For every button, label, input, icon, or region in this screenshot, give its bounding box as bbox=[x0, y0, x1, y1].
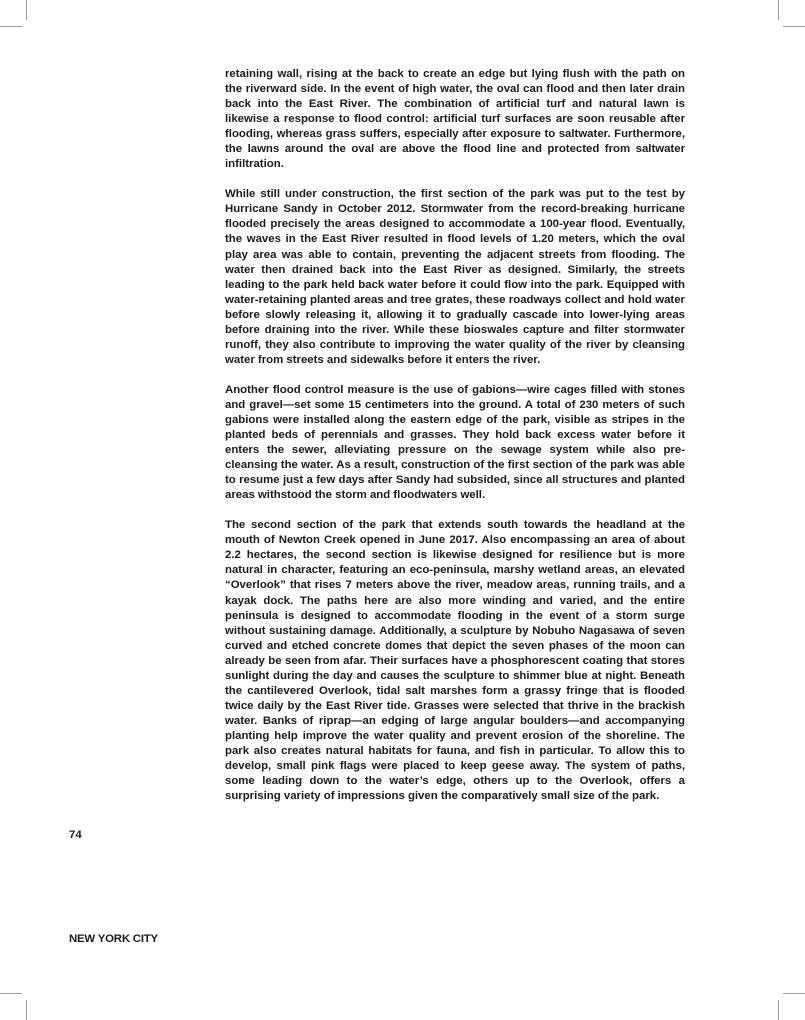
page-number: 74 bbox=[69, 829, 82, 841]
crop-mark-bottom-right bbox=[778, 1000, 779, 1020]
crop-mark-bottom-left bbox=[0, 993, 22, 994]
crop-mark-top-right bbox=[778, 0, 779, 20]
paragraph: The second section of the park that extends south towards the headland at the mouth of Newton Creek opened in June 2017. Also encompassing an area of about 2.2 hectares, the second section is likewise designed for resilience but is more natural in character, featuring an eco-peninsula, marshy wetland areas, an elevated “Overlook” that rises 7 meters above the river, meadow areas, running trails, and a kayak dock. The paths here are also more winding and varied, and the entire peninsula is designed to accommodate flooding in the event of a storm surge without sustaining damage. Additionally, a sculpture by Nobuho Nagasawa of seven curved and etched concrete domes that depict the seven phases of the moon can already be seen from afar. Their surfaces have a phosphorescent coating that stores sunlight during the day and causes the sculpture to shimmer blue at night. Beneath the cantilevered Overlook, tidal salt marshes form a grassy fringe that is flooded twice daily by the East River tide. Grasses were selected that thrive in the brackish water. Banks of riprap—an edging of large angular boulders—and accompanying planting help improve the water quality and prevent erosion of the shoreline. The park also creates natural habitats for fauna, and fish in particular. To allow this to develop, small pink flags were placed to keep geese away. The system of paths, some leading down to the water’s edge, others up to the Overlook, offers a surprising variety of impressions given the comparatively small size of the park. bbox=[225, 519, 685, 803]
paragraph: Another flood control measure is the use of gabions—wire cages filled with stones and gravel—set some 15 centimeters into the ground. A total of 230 meters of such gabions were installed along the eastern edge of the park, visible as stripes in the planted beds of perennials and grasses. They hold back excess water before it enters the sewer, alleviating pressure on the sewage system while also pre-cleansing the water. As a result, construction of the first section of the park was able to resume just a few days after Sandy had subsided, since all structures and planted areas withstood the storm and floodwaters well. bbox=[225, 383, 685, 502]
paragraph: While still under construction, the first section of the park was put to the test by Hurricane Sandy in October 2012. Stormwater from the record-breaking hurricane flooded precisely the areas designed to accommodate a 100-year flood. Eventually, the waves in the East River resulted in flood levels of 1.20 meters, which the oval play area was able to contain, preventing the adjacent streets from flooding. The water then drained back into the East River as designed. Similarly, the streets leading to the park held back water before it could flow into the park. Equipped with water-retaining planted areas and tree grates, these roadways collect and hold water before slowly releasing it, allowing it to gradually cascade into lower-lying areas before draining into the river. While these bioswales capture and filter stormwater runoff, they also contribute to improving the water quality of the river by cleansing water from streets and sidewalks before it enters the river. bbox=[225, 188, 685, 366]
paragraph: retaining wall, rising at the back to create an edge but lying flush with the path on the riverward side. In the event of high water, the oval can flood and then later drain back into the East River. The combination of artificial turf and natural lawn is likewise a response to flood control: artificial turf surfaces are soon reusable after flooding, whereas grass suffers, especially after exposure to saltwater. Furthermore, the lawns around the oval are above the flood line and protected from saltwater infiltration. bbox=[225, 68, 685, 171]
article-body bbox=[225, 67, 685, 804]
crop-mark-top-left bbox=[26, 0, 27, 20]
crop-mark-top-right bbox=[783, 26, 805, 27]
crop-mark-bottom-right bbox=[783, 993, 805, 994]
crop-mark-bottom-left bbox=[26, 1000, 27, 1020]
crop-mark-top-left bbox=[0, 26, 22, 27]
running-footer: NEW YORK CITY bbox=[69, 933, 158, 945]
